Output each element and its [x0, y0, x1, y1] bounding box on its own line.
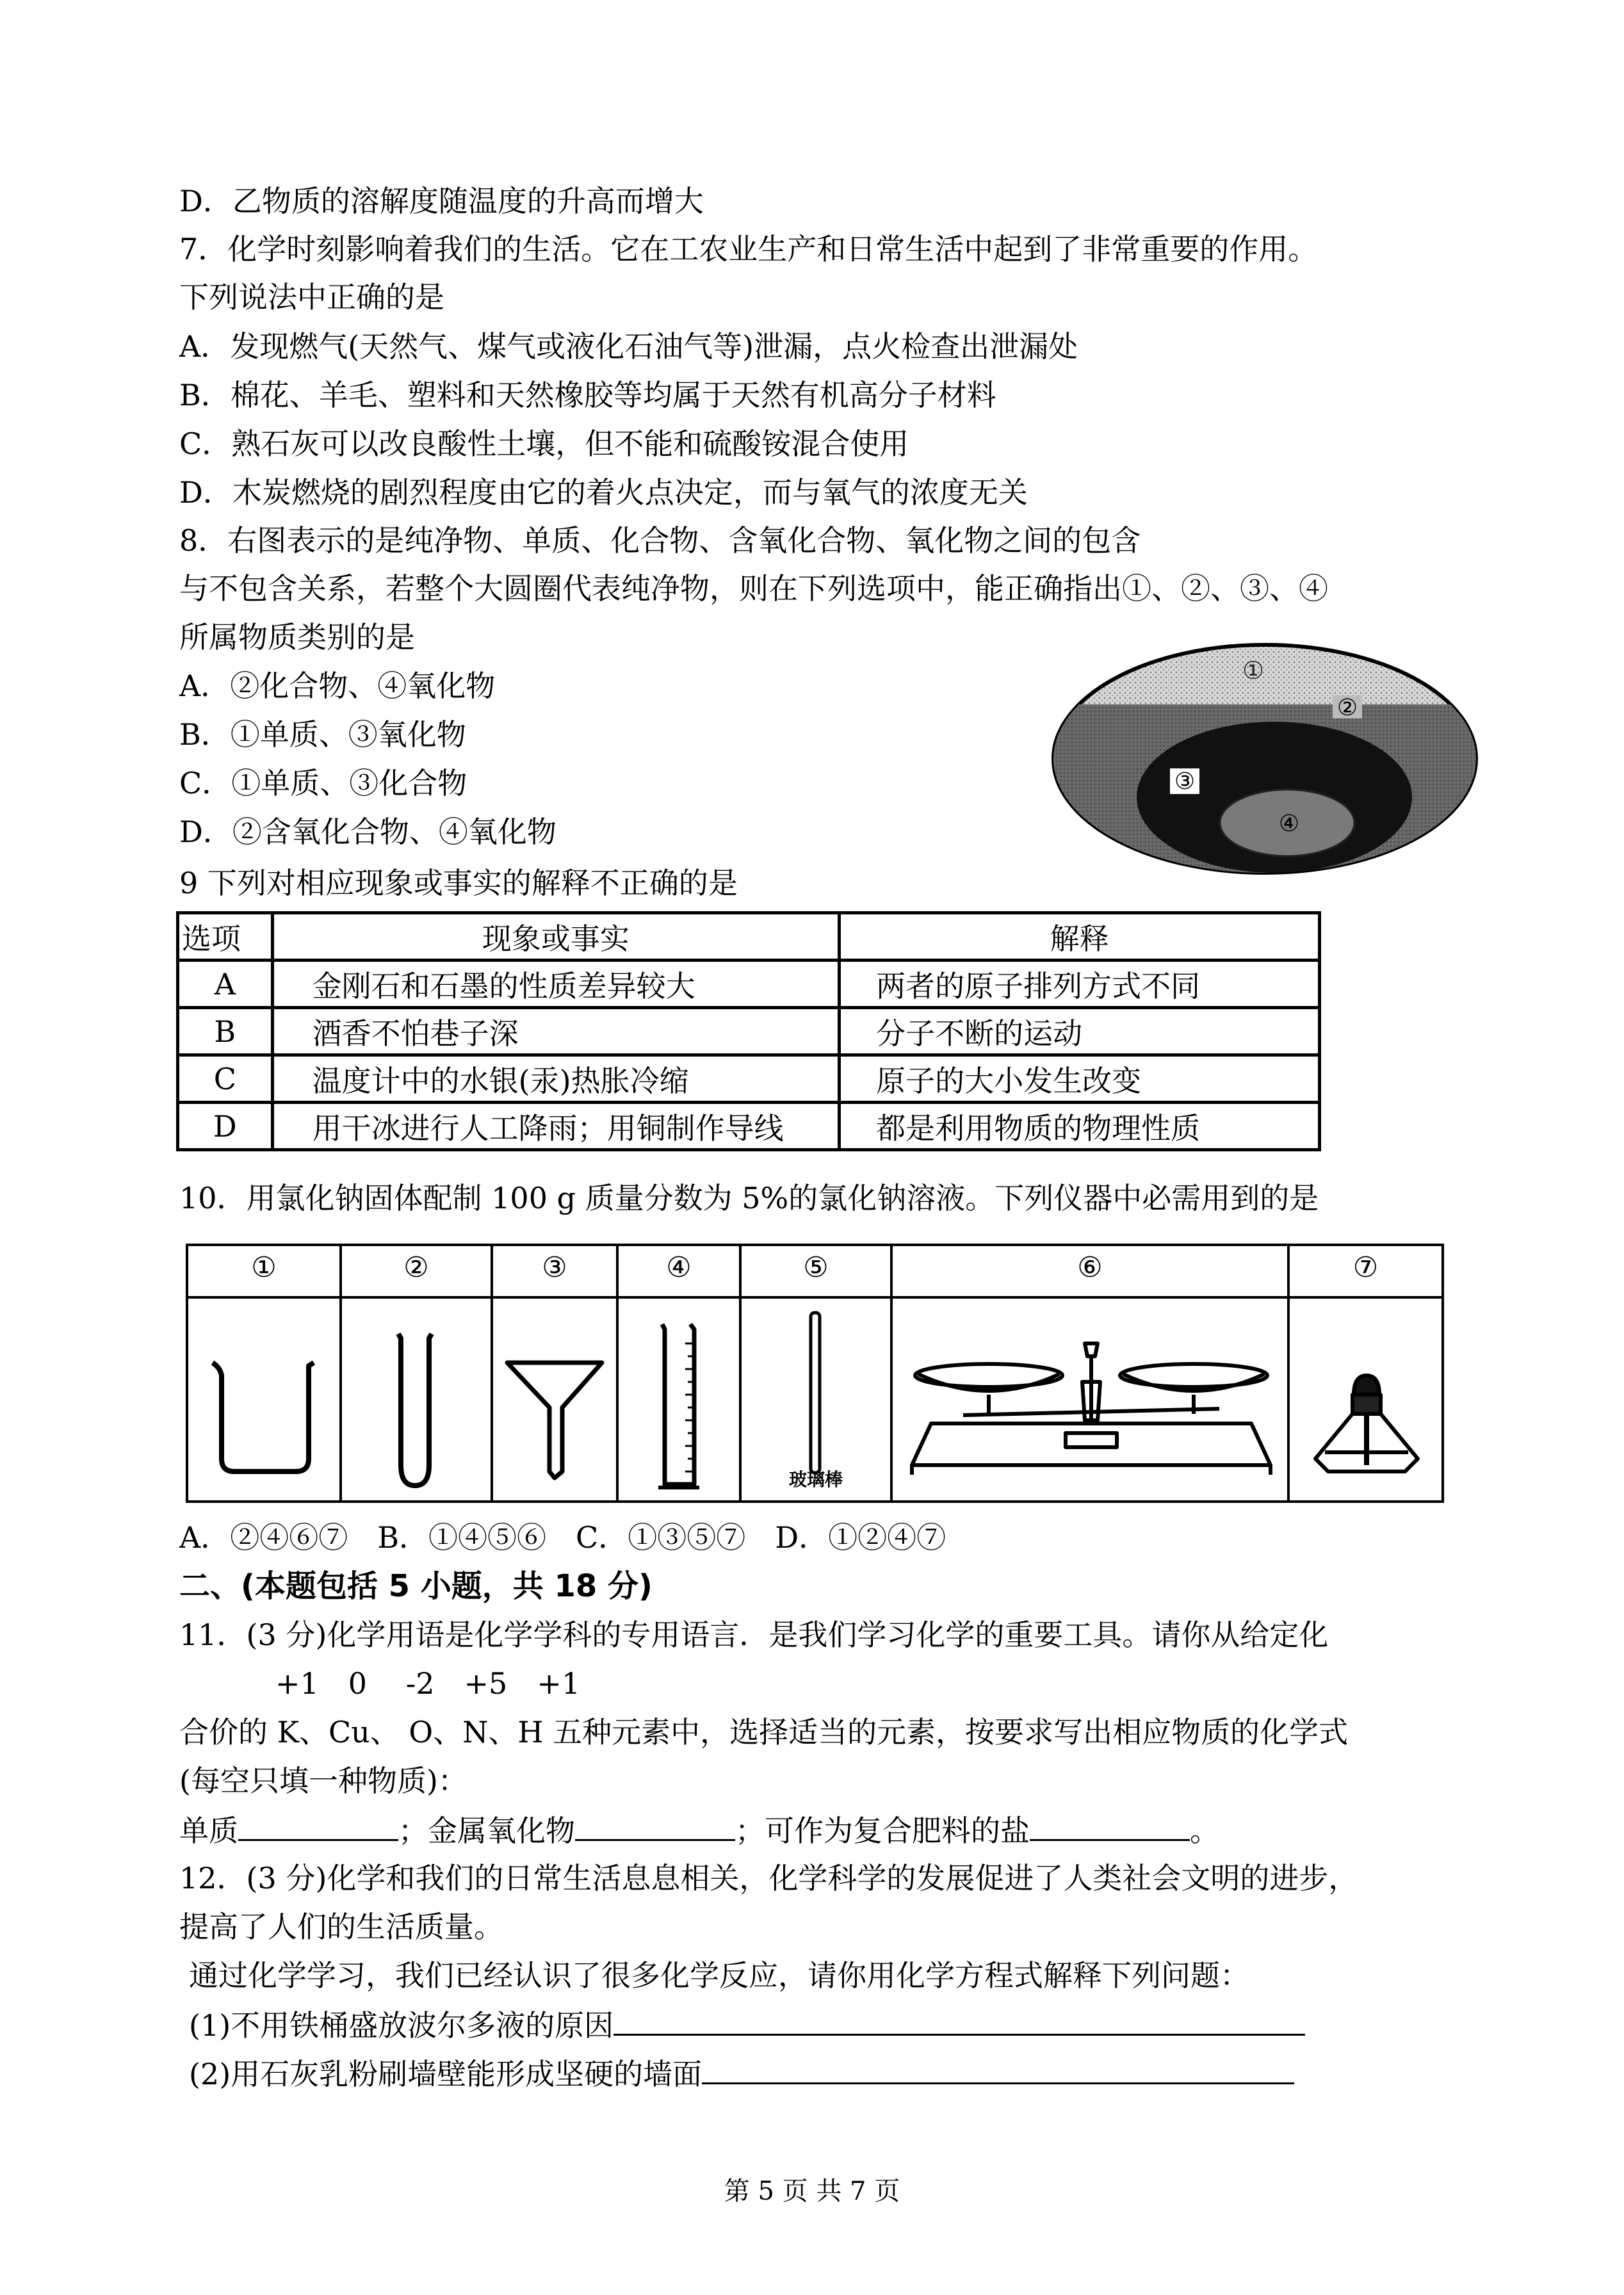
- q9-table: [176, 911, 1321, 1151]
- q11-label-oxide: ；金属氧化物: [398, 1813, 575, 1848]
- test-tube-icon: [342, 1299, 491, 1500]
- q12-part1-blank[interactable]: [613, 2004, 1305, 2036]
- table-cell-option: D: [178, 1103, 273, 1150]
- table-cell-explanation: 都是利用物质的物理性质: [840, 1103, 1320, 1150]
- table-cell-explanation: 原子的大小发生改变: [840, 1055, 1320, 1103]
- alcohol-lamp-icon: [1290, 1299, 1439, 1500]
- q11-label-element: 单质: [179, 1813, 238, 1848]
- table-header-option: 选项: [178, 913, 273, 961]
- page-footer: 第 5 页 共 7 页: [724, 2177, 900, 2206]
- q7-option-a: A．发现燃气(天然气、煤气或液化石油气等)泄漏，点火检查出泄漏处: [179, 329, 1078, 364]
- venn-label-4: ④: [1278, 811, 1300, 837]
- q8-stem-cont: 与不包含关系，若整个大圆圈代表纯净物，则在下列选项中，能正确指出①、②、③、④: [179, 571, 1328, 606]
- table-cell-explanation: 分子不断的运动: [840, 1008, 1320, 1055]
- table-cell-phenomenon: 温度计中的水银(汞)热胀冷缩: [272, 1055, 840, 1103]
- q8-option-d: D．②含氧化合物、④氧化物: [179, 815, 556, 849]
- instrument-number: ③: [542, 1251, 567, 1284]
- element-blank[interactable]: [238, 1810, 398, 1841]
- venn-label-2: ②: [1336, 695, 1358, 721]
- q7-option-d: D．木炭燃烧的剧烈程度由它的着火点决定，而与氧气的浓度无关: [179, 475, 1028, 510]
- table-cell-phenomenon: 金刚石和石墨的性质差异较大: [272, 961, 840, 1008]
- table-header-phenomenon: 现象或事实: [272, 913, 840, 961]
- q12-part2: [189, 2053, 1294, 2094]
- table-header-row: [178, 913, 1320, 961]
- instrument-cell-2: [342, 1246, 493, 1500]
- beaker-icon: [188, 1299, 339, 1500]
- instrument-number: ⑥: [1077, 1251, 1103, 1284]
- table-cell-phenomenon: 酒香不怕巷子深: [272, 1008, 840, 1055]
- funnel-icon: [493, 1299, 616, 1500]
- q11-stem-cont: 合价的 K、Cu、 O、N、H 五种元素中，选择适当的元素，按要求写出相应物质的化学式: [179, 1715, 1349, 1749]
- table-row: [178, 1103, 1320, 1150]
- compound-fertilizer-blank[interactable]: [1030, 1810, 1190, 1841]
- q7-stem: 7．化学时刻影响着我们的生活。它在工农业生产和日常生活中起到了非常重要的作用。: [179, 232, 1318, 266]
- q8-option-b: B．①单质、③氧化物: [179, 717, 466, 752]
- q12-stem-cont: 提高了人们的生活质量。: [179, 1910, 503, 1944]
- q9-stem: 9 下列对相应现象或事实的解释不正确的是: [179, 866, 738, 900]
- q12-part1-label: (1)不用铁桶盛放波尔多液的原因: [189, 2008, 614, 2043]
- q8-stem: 8．右图表示的是纯净物、单质、化合物、含氧化合物、氧化物之间的包含: [179, 523, 1141, 558]
- instrument-number: ④: [666, 1251, 692, 1284]
- table-cell-option: A: [178, 961, 273, 1008]
- balance-icon: [893, 1299, 1287, 1500]
- table-header-explanation: 解释: [840, 913, 1320, 961]
- table-cell-phenomenon: 用干冰进行人工降雨；用铜制作导线: [272, 1103, 840, 1150]
- q12-part2-blank[interactable]: [702, 2053, 1294, 2084]
- graduated-cylinder-icon: [619, 1299, 739, 1500]
- instrument-cell-1: [188, 1246, 342, 1500]
- q8-option-a: A．②化合物、④氧化物: [179, 669, 496, 703]
- instrument-number: ⑤: [803, 1251, 829, 1284]
- q12-stem: 12．(3 分)化学和我们的日常生活息息相关，化学科学的发展促进了人类社会文明的进步，: [179, 1861, 1358, 1895]
- instrument-number: ⑦: [1352, 1251, 1379, 1284]
- q10-options: A．②④⑥⑦ B．①④⑤⑥ C．①③⑤⑦ D．①②④⑦: [179, 1520, 946, 1555]
- instrument-cell-5: [742, 1246, 893, 1500]
- instrument-cell-7: [1290, 1246, 1441, 1500]
- instrument-cell-6: [893, 1246, 1290, 1500]
- glass-rod-label: 玻璃棒: [788, 1469, 843, 1490]
- q12-instruction: 通过化学学习，我们已经认识了很多化学反应，请你用化学方程式解释下列问题：: [189, 1958, 1249, 1993]
- table-cell-option: C: [178, 1055, 273, 1103]
- venn-label-1: ①: [1242, 656, 1265, 685]
- table-row: [178, 961, 1320, 1008]
- venn-diagram: [1047, 640, 1482, 877]
- metal-oxide-blank[interactable]: [575, 1810, 735, 1841]
- q11-valences: +1 0 -2 +5 +1: [275, 1666, 581, 1701]
- venn-label-3: ③: [1174, 768, 1196, 795]
- table-cell-explanation: 两者的原子排列方式不同: [840, 961, 1320, 1008]
- q7-stem-cont: 下列说法中正确的是: [179, 280, 444, 314]
- q11-period: 。: [1190, 1813, 1219, 1848]
- section-two-title: 二、(本题包括 5 小题，共 18 分): [179, 1568, 653, 1604]
- q11-label-salt: ；可作为复合肥料的盐: [735, 1813, 1030, 1848]
- q7-option-c: C．熟石灰可以改良酸性土壤，但不能和硫酸铵混合使用: [179, 426, 909, 461]
- instrument-strip: [186, 1244, 1444, 1503]
- table-row: [178, 1055, 1320, 1103]
- instrument-number: ②: [403, 1251, 429, 1284]
- q12-part1: [189, 2004, 1305, 2045]
- q10-stem: 10．用氯化钠固体配制 100 g 质量分数为 5%的氯化钠溶液。下列仪器中必需用到的是: [179, 1181, 1319, 1215]
- q7-option-b: B．棉花、羊毛、塑料和天然橡胶等均属于天然有机高分子材料: [179, 378, 996, 412]
- q12-part2-label: (2)用石灰乳粉刷墙壁能形成坚硬的墙面: [189, 2057, 702, 2091]
- table-row: [178, 1008, 1320, 1055]
- instrument-number: ①: [251, 1251, 277, 1284]
- q11-stem: 11．(3 分)化学用语是化学学科的专用语言．是我们学习化学的重要工具。请你从给定化: [179, 1618, 1329, 1652]
- table-cell-option: B: [178, 1008, 273, 1055]
- instrument-cell-3: [493, 1246, 619, 1500]
- q11-answer-line: [179, 1810, 1219, 1851]
- q6-option-d: D．乙物质的溶解度随温度的升高而增大: [179, 184, 704, 218]
- q8-stem-cont2: 所属物质类别的是: [179, 620, 415, 654]
- q8-option-c: C．①单质、③化合物: [179, 766, 467, 800]
- instrument-cell-4: [619, 1246, 742, 1500]
- q11-stem-cont2: (每空只填一种物质)：: [179, 1764, 467, 1798]
